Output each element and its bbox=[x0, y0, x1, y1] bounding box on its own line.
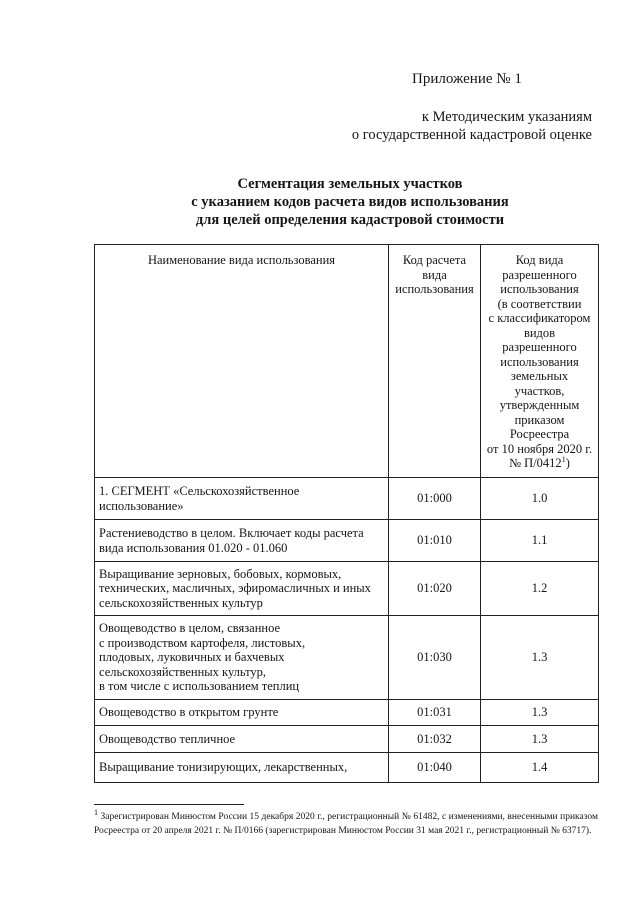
permitted-use-code-cell: 1.1 bbox=[481, 520, 599, 562]
table-row bbox=[95, 520, 599, 562]
document-title-line-2: с указанием кодов расчета видов использования bbox=[191, 194, 509, 210]
calc-code-cell: 01:020 bbox=[389, 562, 481, 616]
footnote-marker: 1 bbox=[94, 807, 98, 817]
calc-code-cell: 01:040 bbox=[389, 753, 481, 783]
permitted-use-code-cell: 1.2 bbox=[481, 562, 599, 616]
table-row bbox=[95, 478, 599, 520]
document-title-line-1: Сегментация земельных участков bbox=[237, 176, 463, 192]
permitted-use-code-cell: 1.3 bbox=[481, 726, 599, 753]
table-row bbox=[95, 753, 599, 783]
footnote-ref-marker: 1 bbox=[561, 454, 566, 464]
calc-code-cell: 01:031 bbox=[389, 700, 481, 726]
usage-name-cell: Выращивание зерновых, бобовых, кормовых, технических, масличных, эфиромасличных и иных сельскохозяйственных культур bbox=[95, 562, 389, 616]
document-title-line-3: для целей определения кадастровой стоимости bbox=[195, 212, 505, 228]
usage-name-cell: Овощеводство тепличное bbox=[95, 726, 389, 753]
table-row bbox=[95, 726, 599, 753]
appendix-reference-line-2: о государственной кадастровой оценке bbox=[351, 127, 592, 143]
appendix-reference bbox=[330, 108, 592, 144]
table-row bbox=[95, 562, 599, 616]
permitted-use-code-cell: 1.3 bbox=[481, 700, 599, 726]
header-usage-name: Наименование вида использования bbox=[95, 245, 389, 478]
table-row bbox=[95, 700, 599, 726]
segmentation-table bbox=[94, 244, 599, 783]
table-header-row bbox=[95, 245, 599, 478]
footnote-separator bbox=[94, 804, 244, 805]
header-permitted-use-code-text: Код вида разрешенного использования (в соответствии с классификатором видов разрешенного использования земельных участков, утвержденным приказом Росреестра от 10 ноября 2020 г. № П/0412 bbox=[486, 253, 593, 470]
calc-code-cell: 01:010 bbox=[389, 520, 481, 562]
usage-name-cell: Овощеводство в открытом грунте bbox=[95, 700, 389, 726]
footnote bbox=[94, 807, 599, 838]
calc-code-cell: 01:000 bbox=[389, 478, 481, 520]
usage-name-cell: Растениеводство в целом. Включает коды расчета вида использования 01.020 - 01.060 bbox=[95, 520, 389, 562]
permitted-use-code-cell: 1.3 bbox=[481, 616, 599, 700]
document-title bbox=[100, 175, 600, 229]
calc-code-cell: 01:032 bbox=[389, 726, 481, 753]
footnote-text: Зарегистрирован Минюстом России 15 декабря 2020 г., регистрационный № 61482, с изменениями, внесенными приказом Росреестра от 20 апреля 2021 г. № П/0166 (зарегистрирован Минюстом России 31 мая 2021 г., регистрационный № 63717). bbox=[94, 812, 599, 836]
appendix-title: Приложение № 1 bbox=[412, 71, 522, 87]
header-permitted-use-code-tail: ) bbox=[565, 456, 570, 470]
usage-name-cell: Выращивание тонизирующих, лекарственных, bbox=[95, 753, 389, 783]
header-permitted-use-code bbox=[481, 245, 599, 478]
calc-code-cell: 01:030 bbox=[389, 616, 481, 700]
table-row bbox=[95, 616, 599, 700]
usage-name-cell: 1. СЕГМЕНТ «Сельскохозяйственное использование» bbox=[95, 478, 389, 520]
permitted-use-code-cell: 1.0 bbox=[481, 478, 599, 520]
header-calc-code: Код расчета вида использования bbox=[389, 245, 481, 478]
usage-name-cell: Овощеводство в целом, связанное с производством картофеля, листовых, плодовых, луковичных и бахчевых сельскохозяйственных культур, в том числе с использованием теплиц bbox=[95, 616, 389, 700]
permitted-use-code-cell: 1.4 bbox=[481, 753, 599, 783]
appendix-reference-line-1: к Методическим указаниям bbox=[421, 109, 592, 125]
